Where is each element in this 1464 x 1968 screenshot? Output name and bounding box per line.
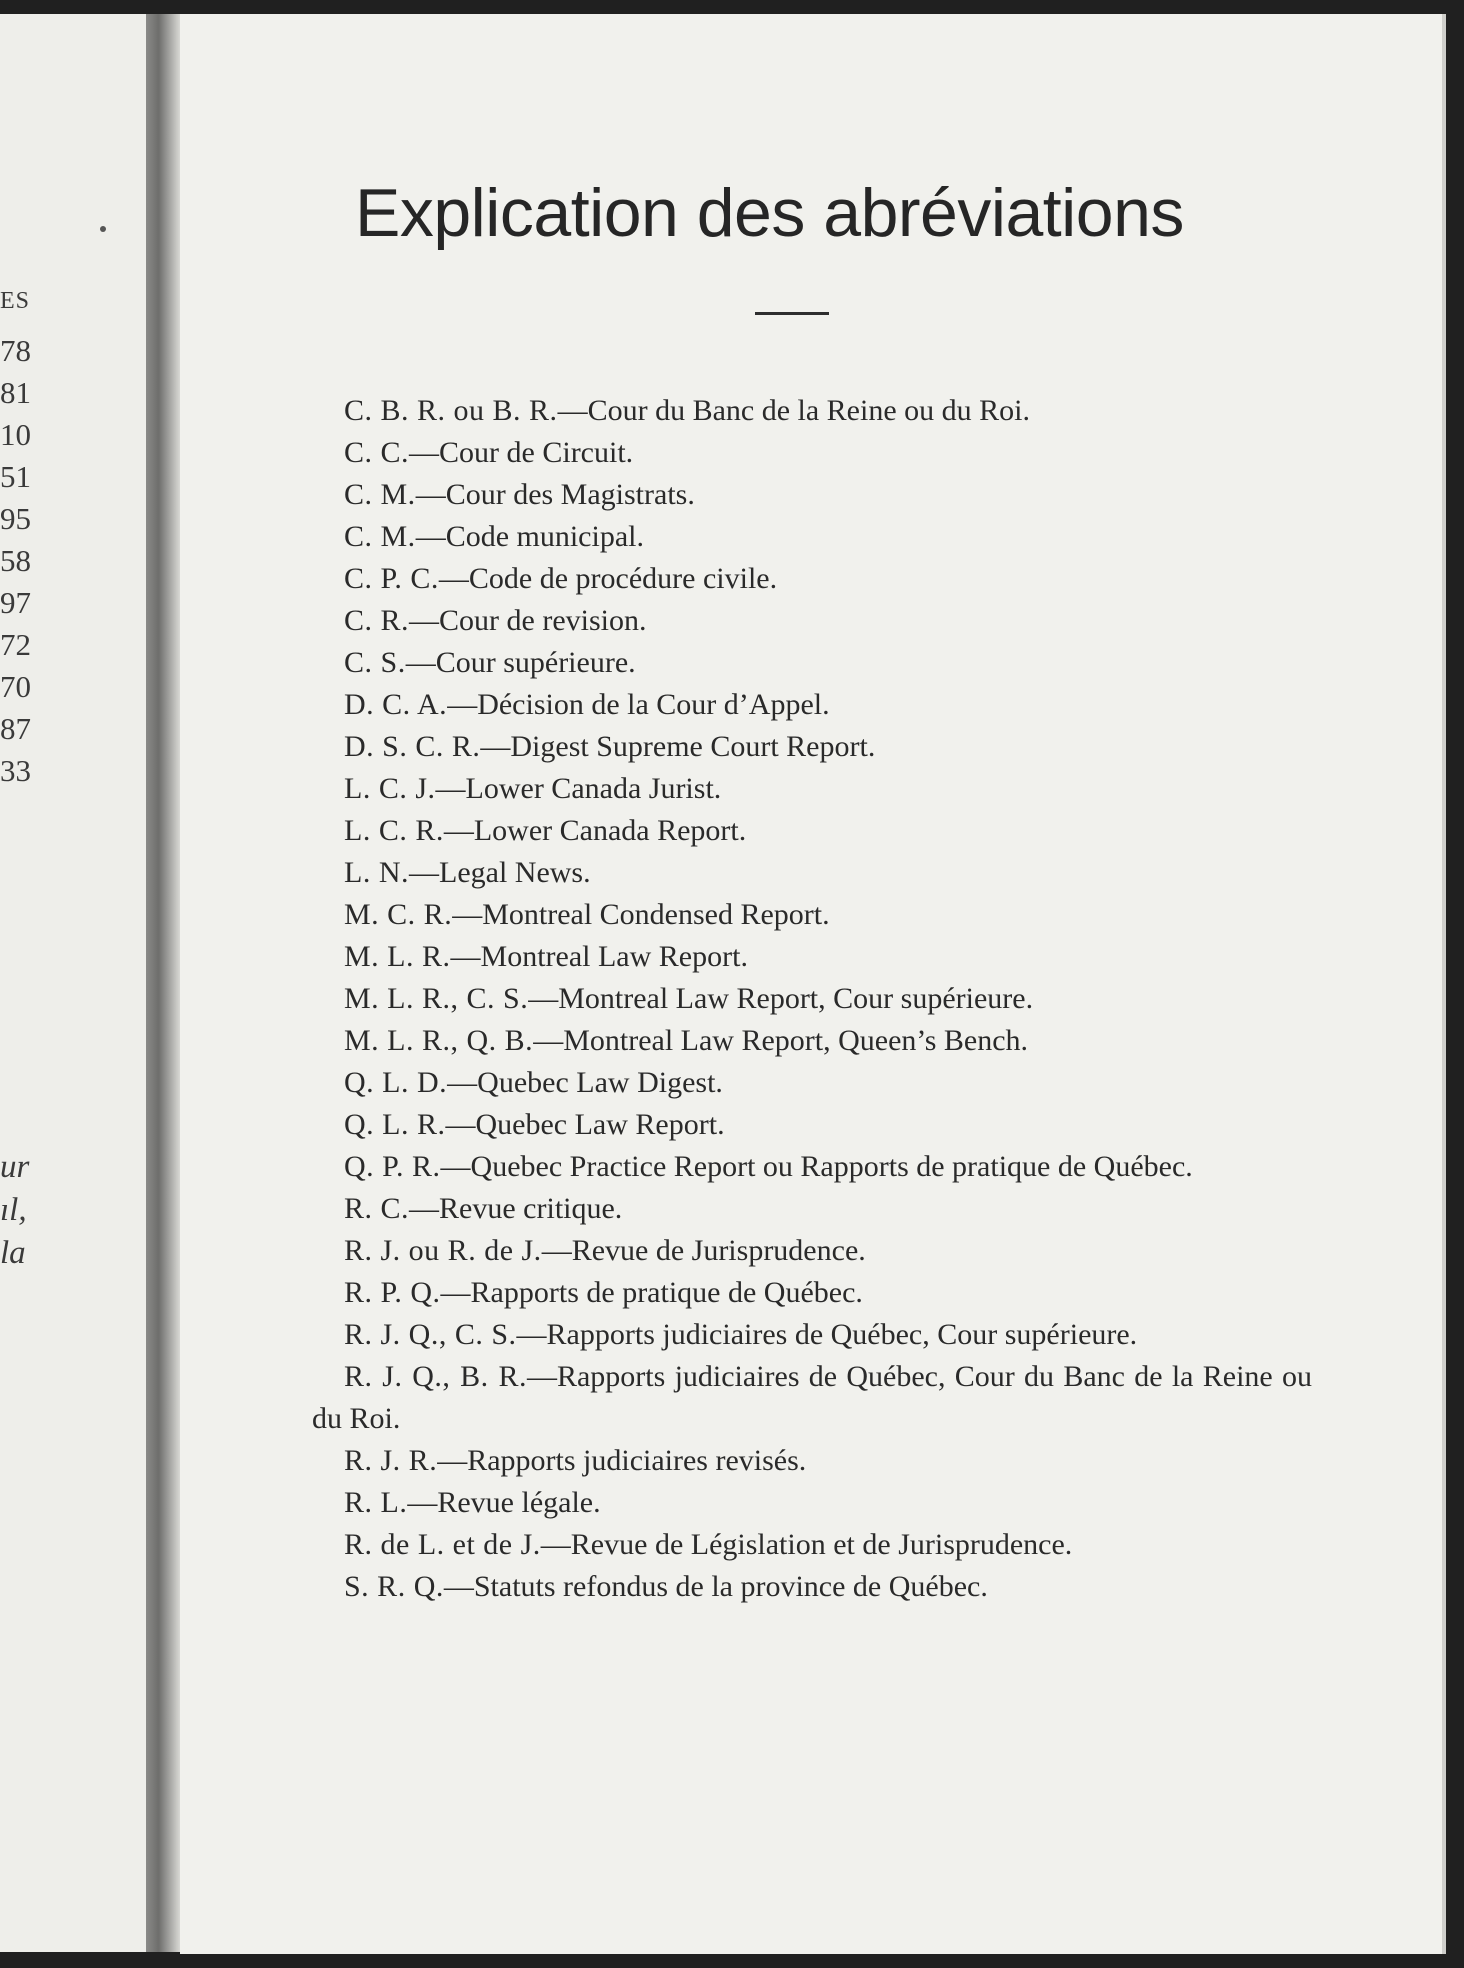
- abbreviation: Q. L. D.: [344, 1066, 448, 1099]
- abbreviation: R. C.: [344, 1192, 410, 1225]
- abbreviation: C. S.: [344, 646, 406, 679]
- abbreviation-meaning: —Cour de Circuit.: [409, 436, 634, 469]
- abbreviation-entry: [312, 516, 1312, 558]
- abbreviation: M. C. R.: [344, 898, 453, 931]
- abbreviation-meaning: —Cour des Magistrats.: [415, 478, 695, 511]
- abbreviation: C. B. R. ou B. R.: [344, 394, 558, 427]
- abbreviation: R. J. Q., B. R.: [344, 1360, 527, 1393]
- abbreviation-entry: [312, 1146, 1312, 1188]
- abbreviation: M. L. R.: [344, 940, 451, 973]
- abbreviation: Q. L. R.: [344, 1108, 446, 1141]
- abbreviation-meaning: —Rapports de pratique de Québec.: [440, 1276, 863, 1309]
- abbreviation: C. C.: [344, 436, 410, 469]
- abbreviation: R. L.: [344, 1486, 408, 1519]
- book-gutter-shadow: [146, 14, 182, 1952]
- abbreviation-entry: [312, 726, 1312, 768]
- abbreviation-meaning: —Revue de Législation et de Jurisprudence.: [540, 1528, 1073, 1561]
- abbreviation: C. M.: [344, 520, 416, 553]
- ink-dot: [100, 226, 106, 232]
- abbreviation-meaning: —Montreal Law Report, Cour supérieure.: [528, 982, 1034, 1015]
- abbreviation-meaning: —Quebec Practice Report ou Rapports de pratique de Québec.: [440, 1150, 1193, 1183]
- abbreviation-meaning: —Legal News.: [409, 856, 591, 889]
- abbreviation: C. M.: [344, 478, 416, 511]
- abbreviation-meaning: —Décision de la Cour d’Appel.: [447, 688, 830, 721]
- abbreviation: M. L. R., C. S.: [344, 982, 529, 1015]
- abbreviation: D. C. A.: [344, 688, 448, 721]
- abbreviation-entry: [312, 1062, 1312, 1104]
- abbreviation-meaning: —Cour supérieure.: [405, 646, 636, 679]
- abbreviation-meaning: —Montreal Condensed Report.: [452, 898, 830, 931]
- abbreviation-entry: [312, 1272, 1312, 1314]
- abbreviation-entry: [312, 558, 1312, 600]
- left-page-number: 70: [0, 669, 31, 704]
- abbreviation-meaning: —Rapports judiciaires de Québec, Cour supérieure.: [516, 1318, 1138, 1351]
- abbreviation-entry: [312, 1566, 1312, 1608]
- abbreviation: L. N.: [344, 856, 409, 889]
- abbreviation-entry: [312, 810, 1312, 852]
- abbreviation-meaning: —Digest Supreme Court Report.: [480, 730, 876, 763]
- abbreviation-meaning: —Statuts refondus de la province de Québec.: [443, 1570, 988, 1603]
- abbreviation-meaning: —Montreal Law Report, Queen’s Bench.: [533, 1024, 1029, 1057]
- left-italic-fragment: ıl,: [0, 1192, 27, 1228]
- abbreviation: R. J. Q., C. S.: [344, 1318, 517, 1351]
- abbreviation-list: [312, 390, 1312, 1608]
- abbreviation: R. J. R.: [344, 1444, 438, 1477]
- abbreviation-entry: [312, 978, 1312, 1020]
- abbreviation-entry: [312, 1482, 1312, 1524]
- abbreviation-meaning: —Lower Canada Jurist.: [435, 772, 722, 805]
- left-header-fragment: ES: [0, 288, 31, 314]
- page-title: Explication des abréviations: [355, 175, 1184, 251]
- abbreviation-meaning: —Rapports judiciaires revisés.: [437, 1444, 807, 1477]
- left-page-number: 81: [0, 375, 31, 410]
- abbreviation-entry: [312, 768, 1312, 810]
- abbreviation: S. R. Q.: [344, 1570, 444, 1603]
- left-page-number: 51: [0, 459, 31, 494]
- abbreviation-entry: [312, 1314, 1312, 1356]
- left-page-number: 72: [0, 627, 31, 662]
- abbreviation-meaning: —Revue de Jurisprudence.: [541, 1234, 866, 1267]
- abbreviation-meaning: —Code municipal.: [415, 520, 644, 553]
- left-page-number: 33: [0, 753, 31, 788]
- abbreviation-entry: [312, 936, 1312, 978]
- left-page-number: 97: [0, 585, 31, 620]
- abbreviation-entry: [312, 1188, 1312, 1230]
- abbreviation: C. P. C.: [344, 562, 439, 595]
- abbreviation-entry: [312, 1440, 1312, 1482]
- abbreviation-entry: [312, 1020, 1312, 1062]
- abbreviation-entry: [312, 1356, 1312, 1440]
- abbreviation-meaning: —Cour de revision.: [409, 604, 647, 637]
- page: [180, 14, 1446, 1954]
- abbreviation-meaning: —Revue légale.: [407, 1486, 601, 1519]
- abbreviation-meaning: —Quebec Law Report.: [445, 1108, 725, 1141]
- left-page-number: 78: [0, 333, 31, 368]
- abbreviation-meaning: —Rapports judiciaires de Québec, Cour du Banc de la Reine ou du Roi.: [312, 1360, 1312, 1435]
- previous-page-edge: [0, 14, 152, 1952]
- abbreviation-meaning: —Lower Canada Report.: [443, 814, 747, 847]
- left-page-number: 10: [0, 417, 31, 452]
- abbreviation: R. J. ou R. de J.: [344, 1234, 542, 1267]
- abbreviation-entry: [312, 684, 1312, 726]
- abbreviation: R. de L. et de J.: [344, 1528, 541, 1561]
- abbreviation-meaning: —Quebec Law Digest.: [447, 1066, 723, 1099]
- abbreviation-entry: [312, 642, 1312, 684]
- left-page-numbers: [0, 330, 40, 792]
- abbreviation: M. L. R., Q. B.: [344, 1024, 534, 1057]
- abbreviation-entry: [312, 432, 1312, 474]
- left-italic-fragment: ur: [0, 1149, 30, 1185]
- abbreviation: C. R.: [344, 604, 410, 637]
- abbreviation-entry: [312, 1230, 1312, 1272]
- left-page-number: 87: [0, 711, 31, 746]
- abbreviation: R. P. Q.: [344, 1276, 441, 1309]
- abbreviation: Q. P. R.: [344, 1150, 441, 1183]
- abbreviation-entry: [312, 1104, 1312, 1146]
- left-italic-fragment: la: [0, 1235, 26, 1271]
- abbreviation-entry: [312, 600, 1312, 642]
- abbreviation: L. C. R.: [344, 814, 444, 847]
- abbreviation-entry: [312, 1524, 1312, 1566]
- abbreviation: L. C. J.: [344, 772, 436, 805]
- abbreviation-meaning: —Code de procédure civile.: [438, 562, 778, 595]
- abbreviation-meaning: —Revue critique.: [409, 1192, 623, 1225]
- left-italic-fragments: [0, 1146, 29, 1275]
- abbreviation: D. S. C. R.: [344, 730, 481, 763]
- abbreviation-meaning: —Cour du Banc de la Reine ou du Roi.: [557, 394, 1030, 427]
- title-rule: [755, 312, 829, 315]
- abbreviation-entry: [312, 390, 1312, 432]
- left-page-number: 95: [0, 501, 31, 536]
- abbreviation-meaning: —Montreal Law Report.: [450, 940, 748, 973]
- page-edge: [1442, 14, 1446, 1954]
- left-page-number: 58: [0, 543, 31, 578]
- abbreviation-entry: [312, 852, 1312, 894]
- abbreviation-entry: [312, 894, 1312, 936]
- abbreviation-entry: [312, 474, 1312, 516]
